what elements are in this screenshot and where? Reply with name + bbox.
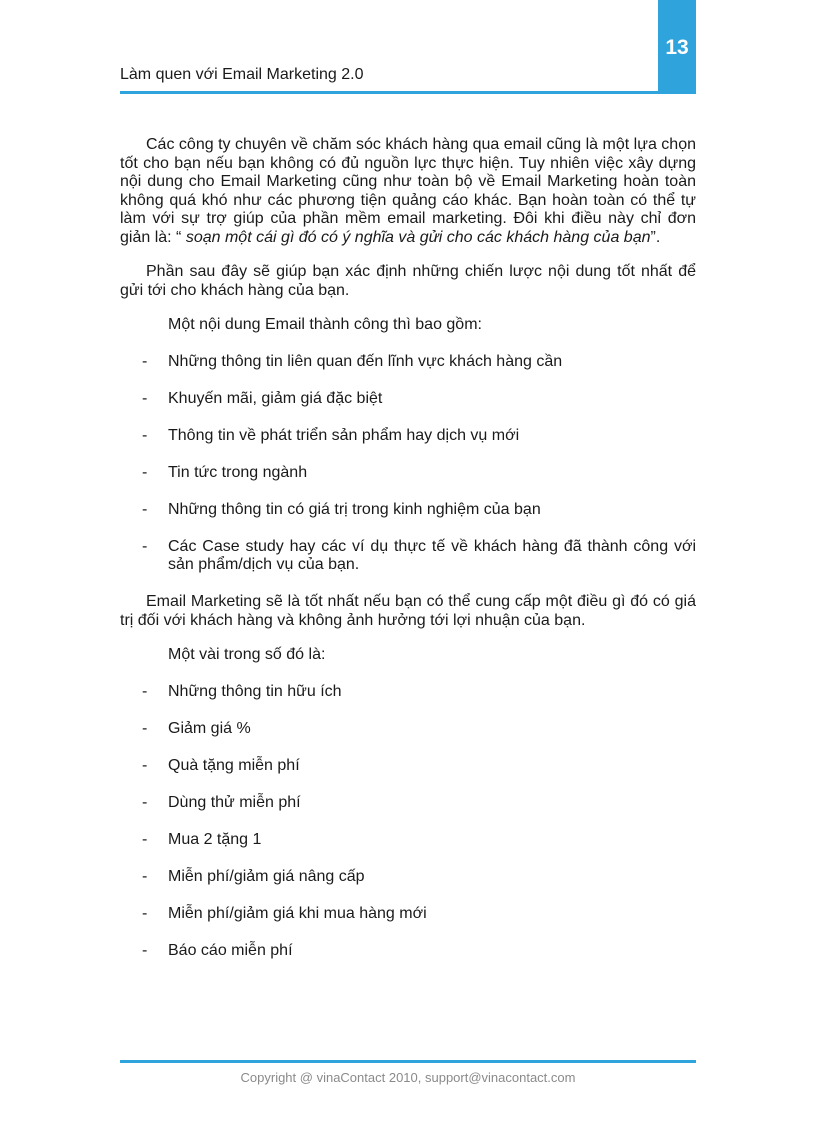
list2-intro: Một vài trong số đó là: [168, 646, 326, 663]
successful-content-list [120, 353, 696, 575]
list-item [120, 868, 696, 887]
list-item-text: Thông tin về phát triển sản phẩm hay dịch vụ mới [168, 426, 520, 444]
list-item [120, 501, 696, 520]
list-item [120, 831, 696, 850]
list-item [120, 353, 696, 372]
list-dash: - [142, 867, 148, 885]
page-number: 13 [665, 36, 689, 59]
list-dash: - [142, 756, 148, 774]
list-item [120, 794, 696, 813]
list-dash: - [142, 537, 148, 555]
list-item [120, 427, 696, 446]
list-item-text: Tin tức trong ngành [168, 463, 308, 481]
list-item-text: Mua 2 tặng 1 [168, 830, 262, 848]
intro-quote: soạn một cái gì đó có ý nghĩa và gửi cho các khách hàng của bạn [185, 228, 651, 246]
list-dash: - [142, 682, 148, 700]
list-item [120, 905, 696, 924]
list-item [120, 757, 696, 776]
list-item-text: Miễn phí/giảm giá nâng cấp [168, 867, 365, 885]
list-dash: - [142, 500, 148, 518]
list-item-text: Những thông tin hữu ích [168, 682, 342, 700]
intro-paragraph-text: Các công ty chuyên về chăm sóc khách hàng qua email cũng là một lựa chọn tốt cho bạn nếu bạn không có đủ nguồn lực thực hiện. Tuy nhiên việc xây dựng nội dung cho Email Marketing cũng như toàn bộ về Email Marketing hoàn toàn không quá khó như các phương tiện quảng cáo khác. Bạn hoàn toàn có thể tự làm với sự trợ giúp của phần mềm email marketing. Đôi khi điều này chỉ đơn giản là: “ [120, 136, 696, 246]
value-paragraph: Email Marketing sẽ là tốt nhất nếu bạn có thể cung cấp một điều gì đó có giá trị đối với khách hàng và không ảnh hưởng tới lợi nhuận của bạn. [120, 593, 696, 629]
list-item [120, 683, 696, 702]
document-body [120, 136, 696, 979]
list-item-text: Dùng thử miễn phí [168, 793, 301, 811]
list-dash: - [142, 719, 148, 737]
list-item [120, 942, 696, 961]
footer-divider [120, 1060, 696, 1063]
list-dash: - [142, 463, 148, 481]
intro-paragraph [120, 136, 696, 247]
list-item-text: Miễn phí/giảm giá khi mua hàng mới [168, 904, 427, 922]
list-item [120, 538, 696, 575]
footer-copyright: Copyright @ vinaContact 2010, support@vinacontact.com [240, 1070, 576, 1085]
list-dash: - [142, 793, 148, 811]
list-item [120, 464, 696, 483]
list-item-text: Báo cáo miễn phí [168, 941, 293, 959]
intro-quote-end: ”. [650, 228, 661, 246]
list-item [120, 390, 696, 409]
list-item [120, 720, 696, 739]
list-item-text: Những thông tin liên quan đến lĩnh vực khách hàng cần [168, 352, 563, 370]
list-dash: - [142, 830, 148, 848]
header-divider [120, 91, 696, 94]
list-dash: - [142, 904, 148, 922]
page-number-tab [658, 0, 696, 93]
list-dash: - [142, 352, 148, 370]
list-item-text: Các Case study hay các ví dụ thực tế về khách hàng đã thành công với sản phẩm/dịch vụ của bạn. [168, 537, 696, 573]
header-title: Làm quen với Email Marketing 2.0 [120, 66, 364, 83]
list-dash: - [142, 389, 148, 407]
strategy-paragraph: Phần sau đây sẽ giúp bạn xác định những chiến lược nội dung tốt nhất để gửi tới cho khách hàng của bạn. [120, 263, 696, 299]
offer-examples-list [120, 683, 696, 961]
list1-intro: Một nội dung Email thành công thì bao gồm: [168, 316, 482, 333]
list-item-text: Quà tặng miễn phí [168, 756, 300, 774]
list-item-text: Giảm giá % [168, 719, 251, 737]
list-dash: - [142, 941, 148, 959]
list-item-text: Khuyến mãi, giảm giá đặc biệt [168, 389, 383, 407]
list-item-text: Những thông tin có giá trị trong kinh nghiệm của bạn [168, 500, 541, 518]
list-dash: - [142, 426, 148, 444]
